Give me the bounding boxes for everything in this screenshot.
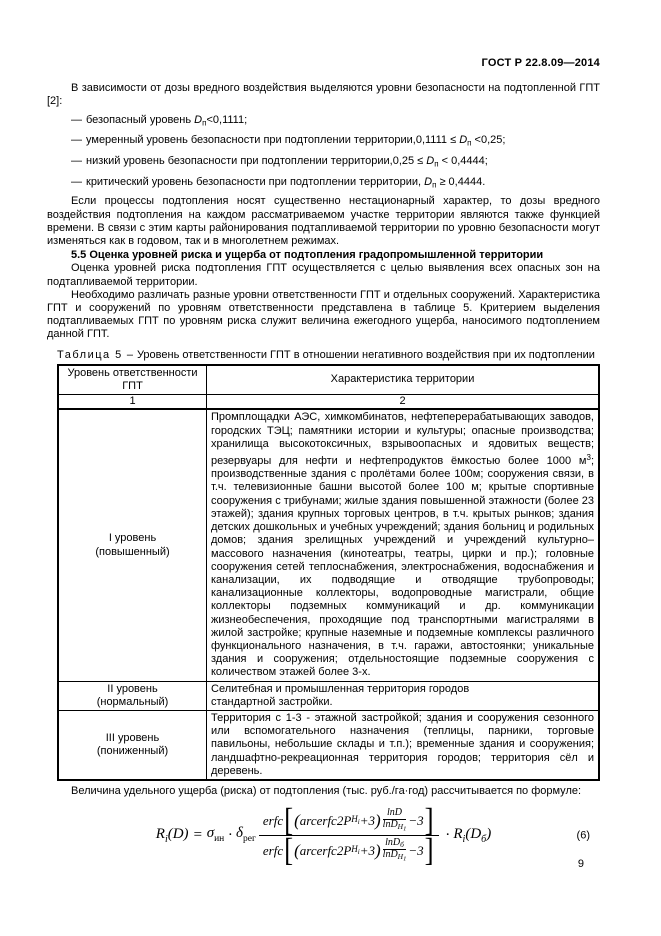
inner-denominator — [383, 849, 407, 863]
level-2-qualifier: (нормальный) — [96, 695, 169, 708]
level-2-text: Селитебная и промышленная территория городов — [211, 682, 470, 695]
formula-lhs — [156, 827, 189, 845]
level-1-name: I уровень — [108, 532, 157, 545]
d-variable: D — [426, 155, 435, 168]
dash: — — [71, 155, 82, 168]
table-row-level-2 — [58, 681, 599, 710]
erfc-function: erfc — [262, 843, 284, 859]
level-3-qualifier: (пониженный) — [96, 744, 169, 757]
sub-reg: рег — [243, 834, 256, 845]
formula-rhs — [453, 827, 491, 845]
multiplication-dot: · — [228, 827, 233, 844]
sub-H1 — [398, 822, 407, 831]
list-item-text: безопасный уровень — [86, 113, 195, 126]
dash: — — [71, 175, 82, 188]
inner-fraction — [383, 838, 407, 863]
plus-three: +3 — [359, 843, 375, 859]
var-delta: δ — [236, 825, 243, 842]
list-item-moderate — [47, 134, 600, 150]
cubic-meter-superscript: 3 — [586, 453, 591, 463]
sub-b: б — [481, 833, 487, 845]
fraction-numerator — [259, 802, 439, 838]
table-header-characteristic: Характеристика территории — [207, 365, 600, 395]
responsibility-table — [57, 364, 600, 781]
dash: — — [71, 113, 82, 126]
close-paren: ) — [375, 811, 381, 831]
document-header: ГОСТ Р 22.8.09—2014 — [481, 57, 600, 69]
erfc-function: erfc — [262, 813, 284, 829]
sub-b: б — [400, 839, 404, 849]
lnD-b: lnD — [385, 836, 401, 848]
d-subscript: п — [467, 138, 472, 148]
list-item-low — [47, 155, 600, 171]
table-caption — [57, 349, 600, 362]
list-item-safe — [47, 114, 600, 130]
open-paren: ( — [465, 825, 471, 842]
equation-number: (6) — [576, 829, 590, 842]
section-heading-5-5: 5.5 Оценка уровней риска и ущерба от подтопления градопромышленной территории — [71, 249, 544, 262]
table-row-level-3 — [58, 710, 599, 780]
level-1-qualifier: (повышенный) — [95, 545, 170, 558]
close-paren: ) — [375, 841, 381, 861]
level-2-cell — [58, 681, 207, 710]
list-item-text: умеренный уровень безопасности при подтоплении территории,0,1111 ≤ — [86, 134, 460, 147]
subsub-i: i — [357, 848, 360, 857]
d-variable: D — [424, 175, 433, 188]
var-R: R — [453, 825, 463, 842]
sigma-term — [207, 826, 225, 845]
level-2-name: II уровень — [107, 682, 158, 695]
list-item-text: < 0,4444; — [438, 155, 488, 168]
close-paren: ) — [486, 825, 492, 842]
sub-H: H — [351, 814, 358, 825]
d-variable: D — [194, 113, 203, 126]
inner-fraction — [383, 808, 407, 833]
arcerfc-term: arcerfc2P — [299, 813, 352, 829]
d-variable: D — [459, 134, 468, 147]
sub-H: H — [397, 851, 404, 861]
level-2-text: стандартной застройки. — [211, 695, 333, 708]
open-bracket: [ — [284, 832, 294, 868]
sub-i: i — [164, 833, 168, 845]
formula-equation-6 — [155, 802, 492, 868]
page-number: 9 — [577, 858, 584, 870]
level-1-description — [207, 409, 600, 681]
equals-sign: = — [192, 827, 203, 844]
list-item-critical — [47, 176, 600, 192]
table-col-number-1: 1 — [58, 395, 207, 410]
sub-H: H — [397, 821, 404, 831]
open-paren: ( — [294, 811, 300, 831]
d-subscript: п — [434, 159, 439, 169]
subsub-i: i — [357, 818, 360, 827]
d-subscript: п — [202, 118, 207, 128]
sub-i: i — [462, 833, 466, 845]
table-number-row — [58, 395, 599, 410]
dash: — — [71, 134, 82, 147]
close-bracket: ] — [424, 832, 434, 868]
level-1-cell — [58, 409, 207, 681]
inner-denominator — [383, 819, 407, 833]
table-caption-dash: – — [126, 348, 133, 361]
minus-three: −3 — [408, 843, 424, 859]
fraction-denominator — [259, 832, 439, 868]
list-item-text: <0,1111; — [206, 113, 248, 126]
subsub-1: 1 — [403, 855, 407, 863]
delta-term — [236, 826, 256, 845]
table-header-level: Уровень ответственности ГПТ — [58, 365, 207, 395]
level-3-cell — [58, 710, 207, 780]
sub-Hi — [351, 845, 359, 856]
var-D: D — [470, 825, 482, 842]
table-caption-text: Уровень ответственности ГПТ в отношении негативного воздействия при их подтоплении — [136, 348, 595, 361]
arg-D: (D) — [167, 825, 189, 842]
level-3-description: Территория с 1-3 - этажной застройкой; здания и сооружения сезонного или вспомогательного назначения (теплицы, парники, торговые павильоны, небольшие склады и т.п.); временные здания и сооружения; ландшафтно-рекреационная территория городов; территория сёл и деревень. — [207, 710, 600, 780]
formula-block — [47, 802, 600, 868]
table-header-row — [58, 365, 599, 395]
table-row-level-1 — [58, 409, 599, 681]
paragraph-responsibility: Необходимо различать разные уровни ответственности ГПТ и отдельных сооружений. Характеристика ГПТ и сооружений по уровням ответственности представлена в таблице 5. Критерием выделения подтапливаемых ГПТ по уровням риска служит величина ежегодного ущерба, наносимого подтоплением данной ГПТ. — [47, 288, 600, 341]
list-item-text: критический уровень безопасности при подтоплении территории, — [86, 175, 425, 188]
sub-H: H — [351, 844, 358, 855]
lnD-H1: lnD — [382, 848, 398, 860]
paragraph-intro: В зависимости от дозы вредного воздействия выделяются уровни безопасности на подтопленной ГПТ [2]: — [47, 82, 600, 108]
var-sigma: σ — [206, 825, 215, 842]
paragraph-assessment: Оценка уровней риска подтопления ГПТ осуществляется с целью выявления всех опасных зон на подтапливаемой территории. — [47, 262, 600, 288]
sub-in: ин — [214, 834, 225, 845]
level-1-text: Промплощадки АЭС, химкомбинатов, нефтеперерабатывающих заводов, городских ТЭЦ; памятники истории и культуры; опасные производства; хранилища высокотоксичных, взрывоопасных и ядовитых веществ; резервуары для нефти и нефтепродуктов ёмкостью более 1000 м — [211, 411, 594, 468]
var-R: R — [155, 825, 165, 842]
d-subscript: п — [432, 180, 437, 190]
close-bracket: ] — [424, 802, 434, 838]
table-caption-label: Таблица 5 — [57, 348, 123, 361]
paragraph-formula-intro: Величина удельного ущерба (риска) от подтопления (тыс. руб./га·год) рассчитывается по формуле: — [71, 784, 582, 797]
lnD-H1: lnD — [382, 818, 398, 830]
arcerfc-term: arcerfc2P — [299, 843, 352, 859]
paragraph-nonstationary: Если процессы подтопления носят существенно нестационарный характер, то дозы вредного воздействия подтопления на каждом рассматриваемом участке территории являются также функцией времени. В связи с этим карты районирования подтапливаемой территории по уровню безопасности могут изменяться как в годовом, так и в многолетнем режимах. — [47, 195, 600, 248]
inner-numerator — [387, 808, 402, 819]
sub-H1 — [398, 852, 407, 861]
lnD: lnD — [387, 807, 402, 819]
level-2-description — [207, 681, 600, 710]
inner-numerator — [385, 838, 404, 849]
sub-Hi — [351, 815, 359, 826]
level-3-name: III уровень — [105, 731, 160, 744]
subsub-1: 1 — [403, 825, 407, 833]
minus-three: −3 — [408, 813, 424, 829]
main-fraction — [259, 802, 439, 868]
list-item-text: низкий уровень безопасности при подтоплении территории,0,25 ≤ — [86, 155, 427, 168]
open-paren: ( — [294, 841, 300, 861]
open-bracket: [ — [284, 802, 294, 838]
list-item-text: <0,25; — [471, 134, 506, 147]
level-1-text: ; производственные здания с пролётами более 100м; сооружения связи, в т.ч. телевизионные башни высотой более 100 м; крытые спортивные сооружения с трибунами; жилые здания повышенной этажности (более 23 этажей); здания крупных торговых центров, в т.ч. крытых рынков; здания детских дошкольных и учебных учреждений; здания больниц и родильных домов; здания зрелищных учреждений и учреждений культурно–массового назначения (кинотеатры, театры, цирки и пр.); головные сооружения сетей теплоснабжения, электроснабжения, водоснабжения и канализации, их подводящие и отводящие трубопроводы; канализационные коллекторы, водопроводные магистрали, общие коллекторы подземных коммуникаций и др. коммуникации жизнеобеспечения, проходящие под транспортными магистралями в жилой застройке; крупные наземные и подземные комплексы различного функционального назначения, в т.ч. гаражи, автостоянки; уникальные здания и сооружения; отдельностоящие подземные сооружения с количеством этажей более 3-х. — [211, 455, 594, 679]
multiplication-dot: · — [445, 827, 450, 844]
list-item-text: ≥ 0,4444. — [436, 175, 486, 188]
table-col-number-2: 2 — [207, 395, 600, 410]
plus-three: +3 — [359, 813, 375, 829]
